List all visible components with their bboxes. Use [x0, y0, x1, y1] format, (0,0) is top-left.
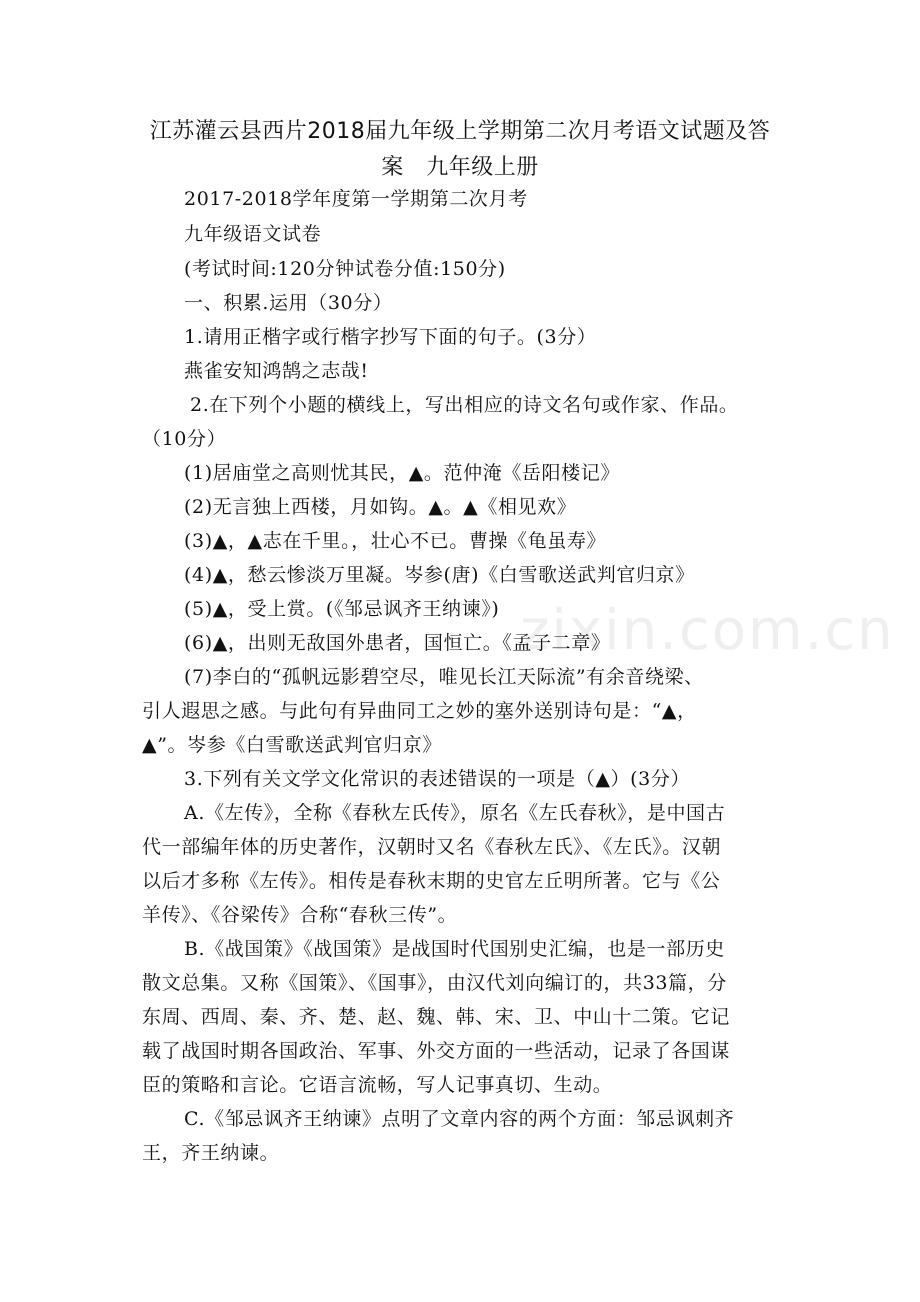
- option-b-cont-4: 臣的策略和言论。它语言流畅，写人记事真切、生动。: [142, 1074, 613, 1096]
- document-title-line-2: 案 九年级上册: [381, 155, 539, 180]
- option-c-cont: 王，齐王纳谏。: [142, 1142, 280, 1164]
- question-2-item-7-cont: 引人遐思之感。与此句有异曲同工之妙的塞外送别诗句是：“▲，: [142, 700, 697, 722]
- question-2-item-1: (1)居庙堂之高则忧其民，▲。范仲淹《岳阳楼记》: [184, 462, 620, 484]
- option-a: A.《左传》，全称《春秋左氏传》，原名《左氏春秋》，是中国古: [184, 802, 726, 824]
- question-2-item-3: (3)▲，▲志在千里。，壮心不已。曹操《龟虽寿》: [184, 530, 607, 552]
- question-1-sentence: 燕雀安知鸿鹄之志哉!: [184, 360, 369, 382]
- option-b-cont-3: 载了战国时期各国政治、军事、外交方面的一些活动，记录了各国谋: [142, 1040, 731, 1062]
- option-b: B.《战国策》《战国策》是战国时代国别史汇编，也是一部历史: [184, 938, 725, 960]
- exam-year-line: 2017-2018学年度第一学期第二次月考: [184, 188, 528, 210]
- question-2-item-4: (4)▲，愁云惨淡万里凝。岑参(唐)《白雪歌送武判官归京》: [184, 564, 695, 586]
- document-title-line-1: 江苏灌云县西片2018届九年级上学期第二次月考语文试题及答: [149, 119, 771, 144]
- section-heading: 一、积累.运用（30分）: [184, 292, 393, 314]
- exam-subject-line: 九年级语文试卷: [184, 223, 322, 245]
- question-2-item-7-end: ▲”。岑参《白雪歌送武判官归京》: [142, 734, 442, 756]
- exam-time-line: (考试时间:120分钟试卷分值:150分): [184, 258, 506, 280]
- question-3: 3.下列有关文学文化常识的表述错误的一项是（▲）(3分）: [184, 768, 691, 790]
- option-a-cont-2: 以后才多称《左传》。相传是春秋末期的史官左丘明所著。它与《公: [142, 870, 721, 892]
- question-2-item-2: (2)无言独上西楼，月如钩。▲。▲《相见欢》: [184, 496, 577, 518]
- question-2-score: （10分）: [142, 428, 227, 450]
- question-2: 2.在下列个小题的横线上，写出相应的诗文名句或作家、作品。: [190, 394, 739, 416]
- option-c: C.《邹忌讽齐王纳谏》点明了文章内容的两个方面：邹忌讽刺齐: [184, 1108, 735, 1130]
- option-a-cont-3: 羊传》、《谷梁传》合称“春秋三传”。: [142, 904, 458, 926]
- question-1: 1.请用正楷字或行楷字抄写下面的句子。(3分）: [184, 326, 597, 348]
- option-b-cont-1: 散文总集。又称《国策》、《国事》，由汉代刘向编订的，共33篇，分: [142, 972, 727, 994]
- question-2-item-7: (7)李白的“孤帆远影碧空尽，唯见长江天际流”有余音绕梁、: [184, 666, 704, 688]
- watermark: zixin.com.cn: [520, 598, 895, 663]
- question-2-item-6: (6)▲，出则无敌国外患者，国恒亡。《孟子二章》: [184, 632, 611, 654]
- question-2-item-5: (5)▲，受上赏。(《邹忌讽齐王纳谏》): [184, 598, 500, 620]
- option-a-cont-1: 代一部编年体的历史著作，汉朝时又名《春秋左氏》、《左氏》。汉朝: [142, 836, 722, 858]
- option-b-cont-2: 东周、西周、秦、齐、楚、赵、魏、韩、宋、卫、中山十二策。它记: [142, 1006, 731, 1028]
